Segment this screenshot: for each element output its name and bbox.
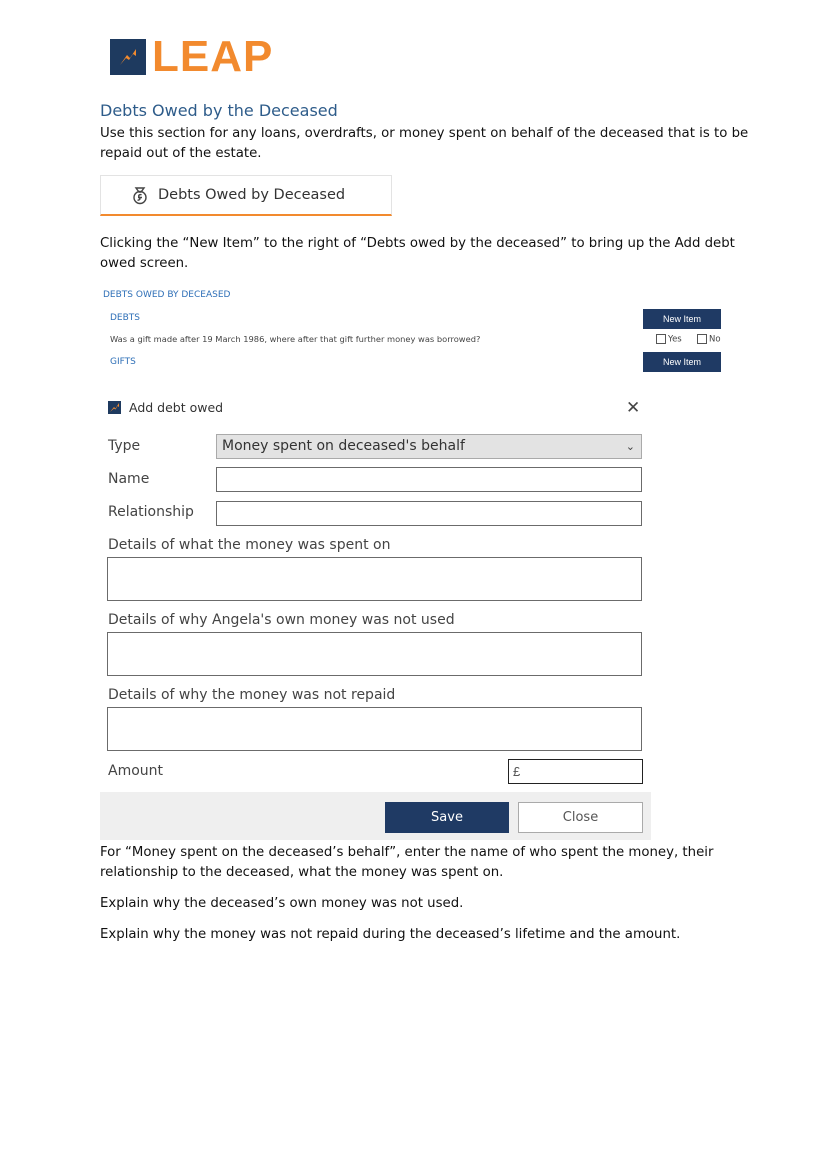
no-label: No <box>709 334 721 345</box>
debts-new-item-button[interactable]: New Item <box>643 309 721 329</box>
save-button[interactable]: Save <box>385 802 509 833</box>
yes-label: Yes <box>668 334 682 345</box>
section-heading: Debts Owed by the Deceased <box>100 101 338 120</box>
details-own-label: Details of why Angela's own money was not used <box>108 612 455 628</box>
note-1-line-1: For “Money spent on the deceased’s behalf”, enter the name of who spent the money, their <box>100 845 714 860</box>
amount-label: Amount <box>108 763 164 779</box>
name-input[interactable] <box>216 467 642 492</box>
leap-logo-mark-icon <box>110 39 146 75</box>
money-bag-icon <box>130 185 150 205</box>
tab-label: Debts Owed by Deceased <box>158 187 346 203</box>
gift-question: Was a gift made after 19 March 1986, where after that gift further money was borrowed? <box>110 334 481 344</box>
close-icon[interactable]: ✕ <box>626 398 641 417</box>
dialog-title-text: Add debt owed <box>129 400 224 415</box>
debts-owed-tab[interactable] <box>100 175 392 216</box>
yes-checkbox-box[interactable] <box>656 334 666 344</box>
relationship-label: Relationship <box>108 504 194 520</box>
dialog-title <box>108 400 223 415</box>
type-label: Type <box>108 438 141 454</box>
type-select[interactable] <box>216 434 642 459</box>
list-header: DEBTS OWED BY DECEASED <box>103 290 231 300</box>
note-1-line-2: relationship to the deceased, what the money was spent on. <box>100 865 504 880</box>
details-repaid-label: Details of why the money was not repaid <box>108 687 396 703</box>
intro-line-1: Use this section for any loans, overdrafts, or money spent on behalf of the deceased that is to be <box>100 126 749 141</box>
currency-symbol: £ <box>513 764 521 779</box>
leap-logo <box>110 32 274 81</box>
amount-input[interactable] <box>508 759 643 784</box>
details-spent-label: Details of what the money was spent on <box>108 537 391 553</box>
intro-line-2: repaid out of the estate. <box>100 146 262 161</box>
no-checkbox[interactable] <box>697 334 721 345</box>
note-2: Explain why the deceased’s own money was not used. <box>100 896 464 911</box>
leap-logo-text: LEAP <box>152 32 274 81</box>
note-3: Explain why the money was not repaid during the deceased’s lifetime and the amount. <box>100 927 681 942</box>
chevron-down-icon: ⌄ <box>625 440 635 453</box>
details-repaid-textarea[interactable] <box>107 707 642 751</box>
name-label: Name <box>108 471 150 487</box>
type-select-value: Money spent on deceased's behalf <box>222 438 465 454</box>
instruction-line-1: Clicking the “New Item” to the right of “Debts owed by the deceased” to bring up the Add debt <box>100 236 735 251</box>
gifts-new-item-button[interactable]: New Item <box>643 352 721 372</box>
close-button[interactable]: Close <box>518 802 643 833</box>
relationship-input[interactable] <box>216 501 642 526</box>
no-checkbox-box[interactable] <box>697 334 707 344</box>
instruction-line-2: owed screen. <box>100 256 189 271</box>
yes-checkbox[interactable] <box>656 334 682 345</box>
details-spent-textarea[interactable] <box>107 557 642 601</box>
debts-label: DEBTS <box>110 313 141 323</box>
leap-app-icon <box>108 401 121 414</box>
gifts-label: GIFTS <box>110 357 136 367</box>
details-own-textarea[interactable] <box>107 632 642 676</box>
